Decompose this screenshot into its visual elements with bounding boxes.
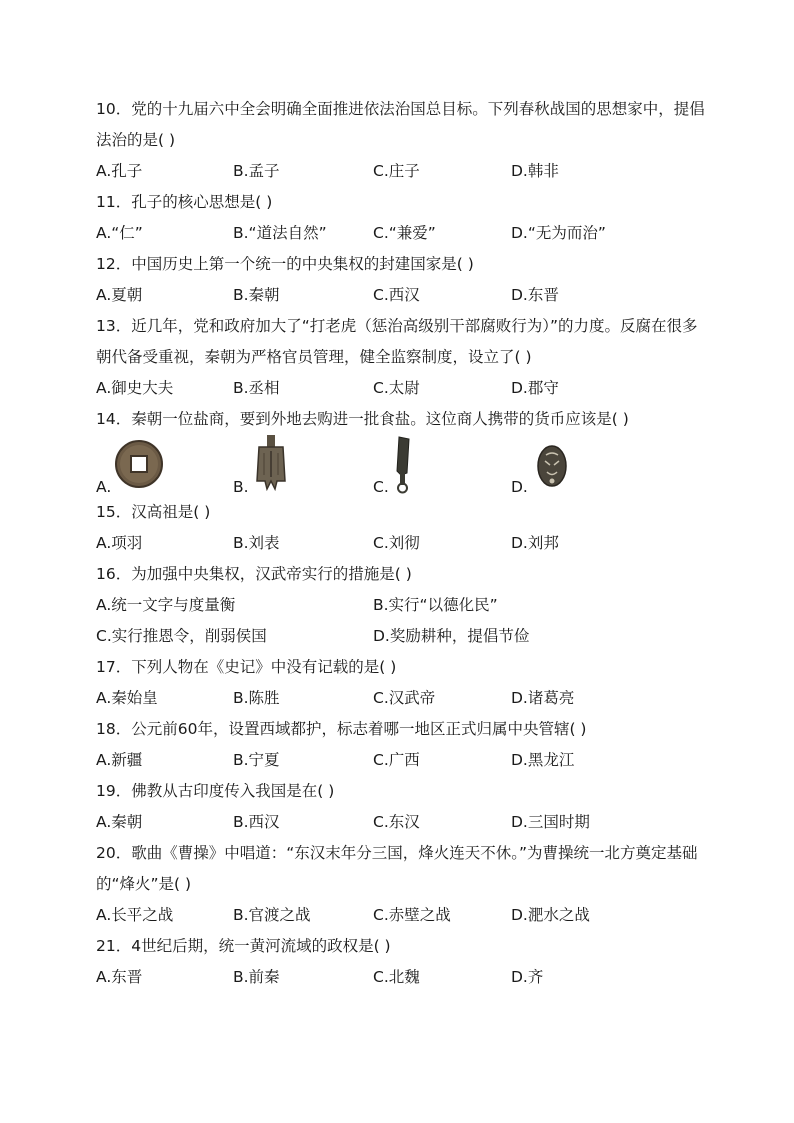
question-14 — [96, 404, 706, 497]
option-c[interactable]: C.太尉 — [373, 379, 420, 397]
options-row — [96, 962, 706, 993]
spade-coin-icon — [253, 435, 289, 491]
question-15 — [96, 497, 706, 559]
question-10 — [96, 94, 706, 187]
option-b[interactable]: B.刘表 — [233, 534, 280, 552]
question-21 — [96, 931, 706, 993]
question-11 — [96, 187, 706, 249]
options-row — [96, 280, 706, 311]
knife-coin-icon — [389, 435, 419, 495]
question-stem: 11．孔子的核心思想是( ) — [96, 193, 273, 211]
question-stem: 20．歌曲《曹操》中唱道：“东汉末年分三国，烽火连天不休。”为曹操统一北方奠定基础的“烽火”是( ) — [96, 844, 698, 893]
options-row — [96, 373, 706, 404]
option-c[interactable]: C.实行推恩令，削弱侯国 — [96, 627, 267, 645]
question-stem: 15．汉高祖是( ) — [96, 503, 211, 521]
option-c[interactable]: C.庄子 — [373, 162, 420, 180]
option-label: C. — [373, 478, 389, 496]
option-c[interactable]: C.广西 — [373, 751, 420, 769]
question-stem: 16．为加强中央集权，汉武帝实行的措施是( ) — [96, 565, 412, 583]
options-row — [96, 590, 706, 621]
option-c[interactable]: C.东汉 — [373, 813, 420, 831]
option-b[interactable]: B.秦朝 — [233, 286, 280, 304]
option-a[interactable]: A.秦始皇 — [96, 689, 158, 707]
option-a[interactable]: A.项羽 — [96, 534, 143, 552]
option-c[interactable]: C.北魏 — [373, 968, 420, 986]
option-a[interactable]: A.秦朝 — [96, 813, 143, 831]
options-row — [96, 156, 706, 187]
option-d[interactable]: D.韩非 — [511, 162, 559, 180]
question-stem: 21．4世纪后期，统一黄河流域的政权是( ) — [96, 937, 391, 955]
question-20 — [96, 838, 706, 931]
option-a[interactable]: A.统一文字与度量衡 — [96, 596, 236, 614]
question-13 — [96, 311, 706, 404]
option-c[interactable]: C.汉武帝 — [373, 689, 436, 707]
option-b[interactable]: B.孟子 — [233, 162, 280, 180]
option-a[interactable]: A.长平之战 — [96, 906, 174, 924]
question-stem: 14．秦朝一位盐商，要到外地去购进一批食盐。这位商人携带的货币应该是( ) — [96, 410, 629, 428]
option-b[interactable]: B.官渡之战 — [233, 906, 311, 924]
option-label: D. — [511, 478, 528, 496]
question-12 — [96, 249, 706, 311]
options-row — [96, 683, 706, 714]
option-d[interactable]: D.郡守 — [511, 379, 559, 397]
question-stem: 18．公元前60年，设置西域都护，标志着哪一地区正式归属中央管辖( ) — [96, 720, 587, 738]
option-d[interactable]: D.刘邦 — [511, 534, 559, 552]
question-stem: 10．党的十九届六中全会明确全面推进依法治国总目标。下列春秋战国的思想家中，提倡法治的是( ) — [96, 100, 705, 149]
option-d[interactable]: D.“无为而治” — [511, 224, 606, 242]
option-a[interactable]: A.“仁” — [96, 224, 143, 242]
option-label: B. — [233, 478, 249, 496]
options-row — [96, 621, 706, 652]
question-17 — [96, 652, 706, 714]
options-row — [96, 900, 706, 931]
option-b[interactable]: B.陈胜 — [233, 689, 280, 707]
exam-page — [96, 94, 706, 993]
option-b[interactable]: B.宁夏 — [233, 751, 280, 769]
option-a[interactable] — [96, 435, 176, 497]
option-a[interactable]: A.东晋 — [96, 968, 143, 986]
option-d[interactable]: D.东晋 — [511, 286, 559, 304]
question-18 — [96, 714, 706, 776]
option-d[interactable]: D.三国时期 — [511, 813, 590, 831]
question-19 — [96, 776, 706, 838]
option-c[interactable]: C.赤壁之战 — [373, 906, 451, 924]
option-a[interactable]: A.御史大夫 — [96, 379, 174, 397]
option-c[interactable] — [373, 435, 453, 497]
option-d[interactable]: D.黑龙江 — [511, 751, 575, 769]
option-c[interactable]: C.刘彻 — [373, 534, 420, 552]
option-d[interactable]: D.淝水之战 — [511, 906, 590, 924]
options-row — [96, 807, 706, 838]
option-b[interactable]: B.前秦 — [233, 968, 280, 986]
option-d[interactable]: D.诸葛亮 — [511, 689, 575, 707]
option-b[interactable]: B.实行“以德化民” — [373, 596, 498, 614]
option-d[interactable]: D.齐 — [511, 968, 544, 986]
question-stem: 12．中国历史上第一个统一的中央集权的封建国家是( ) — [96, 255, 474, 273]
options-row — [96, 528, 706, 559]
option-label: A. — [96, 478, 112, 496]
options-row — [96, 218, 706, 249]
option-b[interactable]: B.“道法自然” — [233, 224, 327, 242]
option-b[interactable] — [233, 435, 313, 497]
question-stem: 19．佛教从古印度传入我国是在( ) — [96, 782, 335, 800]
option-b[interactable]: B.西汉 — [233, 813, 280, 831]
option-a[interactable]: A.孔子 — [96, 162, 143, 180]
ant-nose-coin-icon — [535, 441, 569, 491]
option-c[interactable]: C.“兼爱” — [373, 224, 436, 242]
question-16 — [96, 559, 706, 652]
options-row — [96, 745, 706, 776]
option-d[interactable] — [511, 435, 591, 497]
option-d[interactable]: D.奖励耕种，提倡节俭 — [373, 627, 530, 645]
image-options-row — [96, 435, 706, 497]
option-a[interactable]: A.夏朝 — [96, 286, 143, 304]
round-square-hole-coin-icon — [114, 439, 164, 489]
question-stem: 17．下列人物在《史记》中没有记载的是( ) — [96, 658, 397, 676]
option-a[interactable]: A.新疆 — [96, 751, 143, 769]
question-stem: 13．近几年，党和政府加大了“打老虎（惩治高级别干部腐败行为）”的力度。反腐在很多朝代备受重视，秦朝为严格官员管理，健全监察制度，设立了( ) — [96, 317, 698, 366]
option-c[interactable]: C.西汉 — [373, 286, 420, 304]
option-b[interactable]: B.丞相 — [233, 379, 280, 397]
